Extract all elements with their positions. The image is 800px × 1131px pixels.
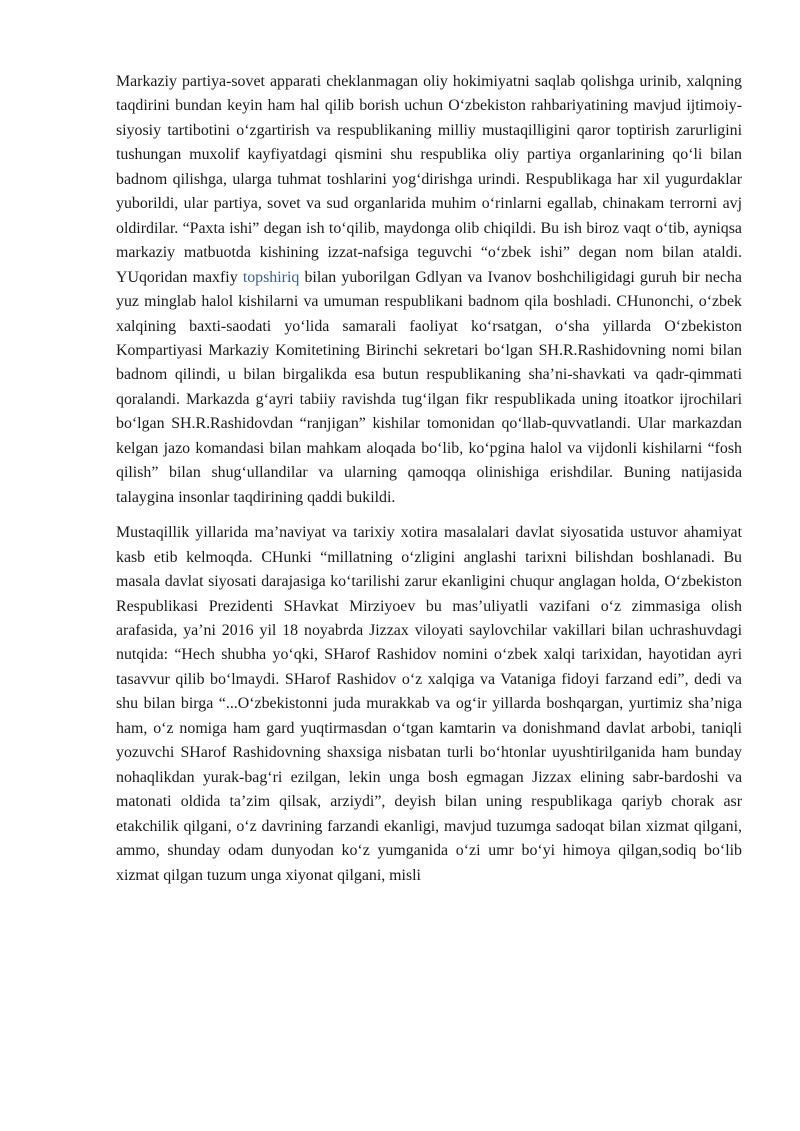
paragraph-1 [116, 70, 742, 510]
topshiriq-link[interactable]: topshiriq [242, 268, 300, 286]
document-page [116, 70, 742, 888]
paragraph-1-text-end: bilan yuborilgan Gdlyan va Ivanov boshchiligidagi guruh bir necha yuz minglab halol kishilarni va umuman respublikani badnom qila boshladi. CHunonchi, o‘zbek xalqining baxti-saodati yo‘lida samarali faoliyat ko‘rsatgan, o‘sha yillarda O‘zbekiston Kompartiyasi Markaziy Komitetining Birinchi sekretari bo‘lgan SH.R.Rashidovning nomi bilan badnom qilindi, u bilan birgalikda esa butun respublikaning sha’ni-shavkati va qadr-qimmati qoralandi. Markazda g‘ayri tabiiy ravishda tug‘ilgan fikr respublikada uning itoatkor ijrochilari bo‘lgan SH.R.Rashidovdan “ranjigan” kishilar tomonidan qo‘llab-quvvatlandi. Ular markazdan kelgan jazo komandasi bilan mahkam aloqada bo‘lib, ko‘pgina halol va vijdonli kishilarni “fosh qilish” bilan shug‘ullandilar va ularning qamoqqa olinishiga erishdilar. Buning natijasida talaygina insonlar taqdirining qaddi bukildi. [116, 268, 742, 506]
paragraph-2: Mustaqillik yillarida ma’naviyat va tarixiy xotira masalalari davlat siyosatida ustuvor ahamiyat kasb etib kelmoqda. CHunki “millatning o‘zligini anglashi tarixni bilishdan boshlanadi. Bu masala davlat siyosati darajasiga ko‘tarilishi zarur ekanligini chuqur anglagan holda, O‘zbekiston Respublikasi Prezidenti SHavkat Mirziyoev bu mas’uliyatli vazifani o‘z zimmasiga olish arafasida, ya’ni 2016 yil 18 noyabrda Jizzax viloyati saylovchilar vakillari bilan uchrashuvdagi nutqida: “Hech shubha yo‘qki, SHarof Rashidov nomini o‘zbek xalqi tarixidan, hayotidan ayri tasavvur qilib bo‘lmaydi. SHarof Rashidov o‘z xalqiga va Vataniga fidoyi farzand edi”, dedi va shu bilan birga “...O‘zbekistonni juda murakkab va og‘ir yillarda boshqargan, yurtimiz sha’niga ham, o‘z nomiga ham gard yuqtirmasdan o‘tgan kamtarin va donishmand davlat arbobi, taniqli yozuvchi SHarof Rashidovning shaxsiga nisbatan turli bo‘htonlar uyushtirilganida ham bunday nohaqlikdan yurak-bag‘ri ezilgan, lekin unga bosh egmagan Jizzax elining sabr-bardoshi va matonati oldida ta’zim qilsak, arziydi”, deyish bilan uning respublikaga qariyb chorak asr etakchilik qilgani, o‘z davrining farzandi ekanligi, mavjud tuzumga sadoqat bilan xizmat qilgani, ammo, shunday odam dunyodan ko‘z yumganida o‘zi umr bo‘yi himoya qilgan,sodiq bo‘lib xizmat qilgan tuzum unga xiyonat qilgani, misli [116, 524, 742, 884]
paragraph-1-text-start: Markaziy partiya-sovet apparati cheklanmagan oliy hokimiyatni saqlab qolishga urinib, xalqning taqdirini bundan keyin ham hal qilib borish uchun O‘zbekiston rahbariyatining mavjud ijtimoiy-siyosiy tartibotini o‘zgartirish va respublikaning milliy mustaqilligini qaror toptirish zarurligini tushungan muxolif kayfiyatdagi qismini shu respublika oliy partiya organlarining qo‘li bilan badnom qilishga, ularga tuhmat toshlarini yog‘dirishga urindi. Respublikaga har xil yugurdaklar yuborildi, ular partiya, sovet va sud organlarida muhim o‘rinlarni egallab, chinakam terrorni avj oldirdilar. “Paxta ishi” degan ish to‘qilib, maydonga olib chiqildi. Bu ish biroz vaqt o‘tib, ayniqsa markaziy matbuotda kishining izzat-nafsiga teguvchi “o‘zbek ishi” degan nom bilan ataldi. YUqoridan maxfiy [116, 73, 742, 286]
